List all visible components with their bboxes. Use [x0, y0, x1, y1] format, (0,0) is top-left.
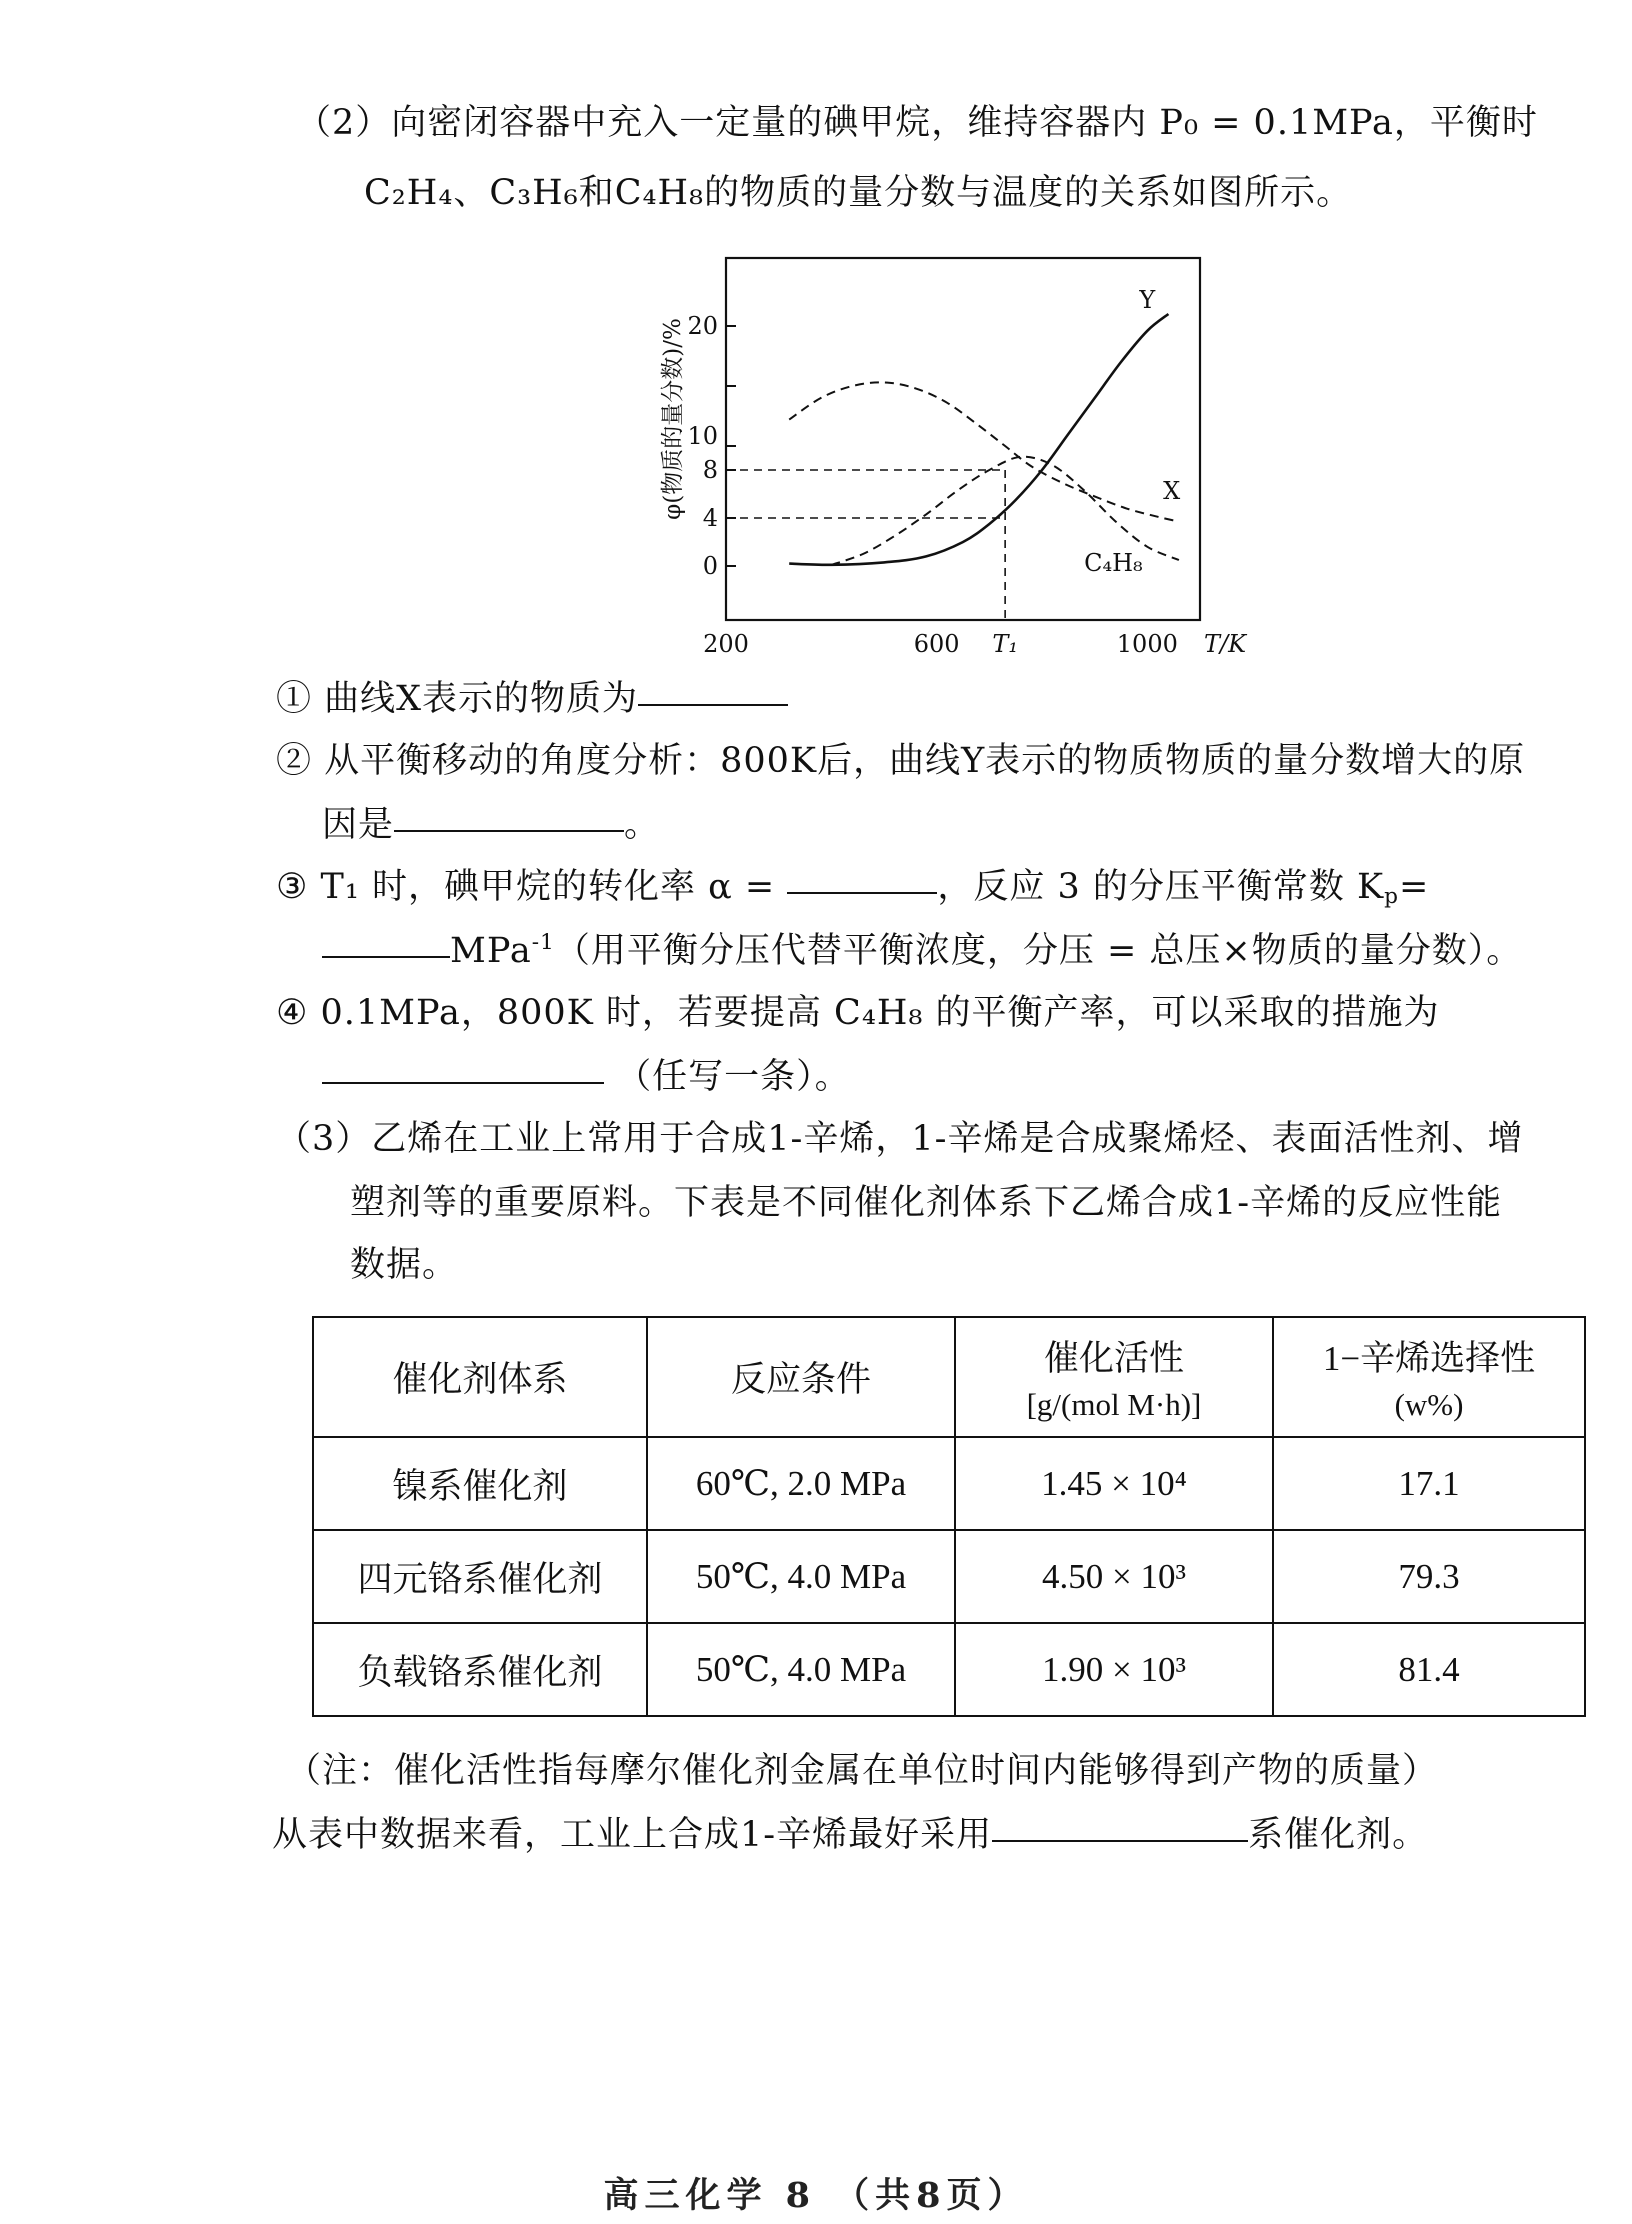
final-question-prefix: 从表中数据来看，工业上合成1-辛烯最好采用 — [272, 1815, 993, 1855]
table-cell: 50℃, 4.0 MPa — [647, 1530, 955, 1623]
table-cell: 四元铬系催化剂 — [313, 1530, 647, 1623]
question-3-prefix: ③ T₁ 时，碘甲烷的转化率 α = — [276, 867, 776, 907]
question-3-equals: = — [1399, 867, 1430, 907]
table-header-row — [313, 1317, 1585, 1437]
question-3-middle: ，反应 3 的分压平衡常数 K — [937, 867, 1385, 907]
question-2-line1: ② 从平衡移动的角度分析：800K后，曲线Y表示的物质物质的量分数增大的原 — [276, 741, 1526, 781]
y-tick-label: 10 — [687, 422, 718, 450]
question-2-suffix: 。 — [624, 805, 661, 845]
y-axis-label: φ(物质的量分数)/% — [660, 318, 686, 520]
header-activity-unit: [g/(mol M·h)] — [1026, 1387, 1202, 1422]
y-tick-label: 0 — [702, 552, 718, 580]
part2-line1: （2）向密闭容器中充入一定量的碘甲烷，维持容器内 P₀ = 0.1MPa，平衡时 — [296, 103, 1538, 143]
table-cell: 4.50 × 10³ — [955, 1530, 1273, 1623]
table-row — [313, 1530, 1585, 1623]
table-cell: 负载铬系催化剂 — [313, 1623, 647, 1716]
question-3-unit-exponent: -1 — [531, 929, 555, 955]
table-cell: 1.45 × 10⁴ — [955, 1437, 1273, 1530]
question-4-line1: ④ 0.1MPa，800K 时，若要提高 C₄H₈ 的平衡产率，可以采取的措施为 — [276, 993, 1440, 1033]
part3-line1: （3）乙烯在工业上常用于合成1-辛烯，1-辛烯是合成聚烯烃、表面活性剂、增 — [276, 1119, 1524, 1159]
question-1-text: ① 曲线X表示的物质为 — [276, 679, 639, 719]
x-tick-label: 600 — [913, 630, 960, 658]
question-3-line2 — [322, 930, 1522, 972]
y-tick-label: 8 — [702, 456, 718, 484]
header-catalyst: 催化剂体系 — [313, 1317, 647, 1437]
table-row — [313, 1623, 1585, 1716]
table-note: （注：催化活性指每摩尔催化剂金属在单位时间内能够得到产物的质量） — [286, 1751, 1439, 1791]
header-selectivity-unit: (w%) — [1394, 1387, 1464, 1422]
question-1 — [276, 678, 788, 720]
question-4-line2 — [322, 1056, 851, 1098]
final-question-suffix: 系催化剂。 — [1248, 1815, 1429, 1855]
series-line-y — [789, 314, 1168, 565]
x-axis-label: T/K — [1204, 630, 1247, 658]
question-2-prefix: 因是 — [322, 805, 395, 845]
final-question — [272, 1814, 1428, 1856]
question-2-line2 — [322, 804, 660, 846]
part3-line2: 塑剂等的重要原料。下表是不同催化剂体系下乙烯合成1-辛烯的反应性能 — [350, 1183, 1503, 1223]
catalyst-performance-table — [312, 1316, 1586, 1717]
x-tick-label: T₁ — [992, 630, 1018, 658]
answer-blank-1[interactable] — [638, 703, 788, 706]
answer-blank-3b[interactable] — [322, 955, 450, 958]
series-label-y: Y — [1139, 286, 1156, 314]
question-4-suffix: （任写一条）。 — [616, 1057, 851, 1097]
question-3-line1 — [276, 866, 1429, 908]
x-tick-label: 1000 — [1116, 630, 1178, 658]
table-cell: 79.3 — [1273, 1530, 1585, 1623]
table-cell: 镍系催化剂 — [313, 1437, 647, 1530]
table-cell: 50℃, 4.0 MPa — [647, 1623, 955, 1716]
series-label-c4h8: C₄H₈ — [1084, 548, 1143, 577]
header-activity: 催化活性 [g/(mol M·h)] — [955, 1317, 1273, 1437]
answer-blank-4[interactable] — [322, 1081, 604, 1084]
answer-blank-3a[interactable] — [787, 891, 937, 894]
part2-line2: C₂H₄、C₃H₆和C₄H₈的物质的量分数与温度的关系如图所示。 — [364, 173, 1353, 213]
answer-blank-final[interactable] — [992, 1839, 1248, 1842]
part3-line3: 数据。 — [350, 1245, 459, 1285]
mole-fraction-chart — [640, 238, 1247, 658]
header-selectivity: 1−辛烯选择性 (w%) — [1273, 1317, 1585, 1437]
table-row — [313, 1437, 1585, 1530]
table-cell: 60℃, 2.0 MPa — [647, 1437, 955, 1530]
table-cell: 17.1 — [1273, 1437, 1585, 1530]
x-tick-label: 200 — [703, 630, 749, 658]
answer-blank-2[interactable] — [394, 829, 624, 832]
y-tick-label: 20 — [687, 312, 718, 340]
y-tick-label: 4 — [702, 504, 718, 532]
table-cell: 81.4 — [1273, 1623, 1585, 1716]
kp-subscript: p — [1384, 883, 1400, 909]
series-line-x — [789, 382, 1179, 521]
question-3-unit: MPa — [450, 931, 532, 971]
page-footer: 高三化学 8 （共8页） — [603, 2175, 1029, 2216]
table-cell: 1.90 × 10³ — [955, 1623, 1273, 1716]
header-conditions: 反应条件 — [647, 1317, 955, 1437]
series-label-x: X — [1163, 476, 1181, 505]
question-3-note: （用平衡分压代替平衡浓度，分压 = 总压×物质的量分数）。 — [554, 931, 1523, 971]
